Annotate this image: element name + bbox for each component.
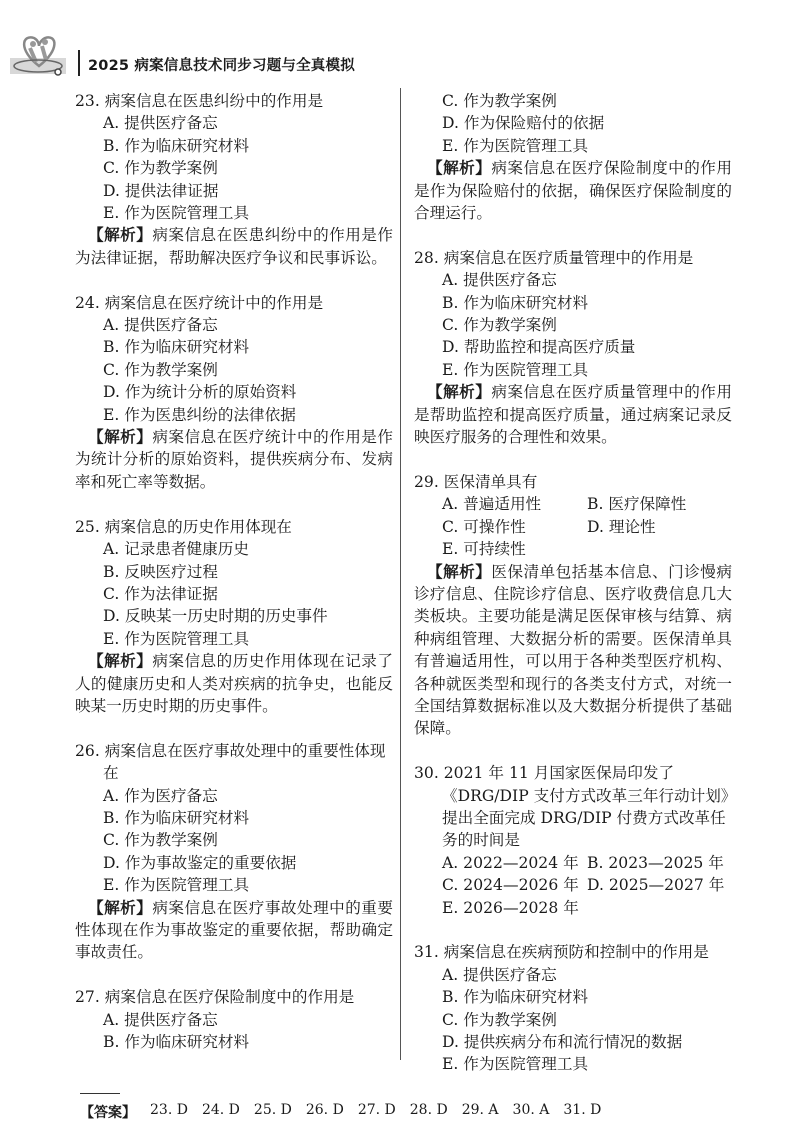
- question-stem: 24. 病案信息在医疗统计中的作用是: [75, 293, 324, 312]
- question-block: [75, 292, 393, 494]
- option: E. 作为医院管理工具: [442, 360, 589, 379]
- question-block: [414, 90, 732, 224]
- option: A. 提供医疗备忘: [442, 271, 557, 290]
- analysis-label: 【解析】: [88, 652, 153, 671]
- option: C. 作为教学案例: [103, 831, 218, 850]
- question-stem: 27. 病案信息在医疗保险制度中的作用是: [75, 988, 355, 1007]
- option: C. 作为法律证据: [103, 584, 218, 603]
- analysis-text: 病案信息在医疗统计中的作用是作为统计分析的原始资料，提供疾病分布、发病率和死亡率等数据。: [75, 428, 393, 491]
- answer-item: 29. A: [461, 1102, 499, 1118]
- column-divider: [400, 88, 401, 1060]
- answer-item: 23. D: [150, 1102, 188, 1118]
- option: C. 作为教学案例: [442, 316, 557, 335]
- option: E. 作为医院管理工具: [442, 136, 589, 155]
- answer-item: 25. D: [253, 1102, 292, 1118]
- option-list: [414, 852, 732, 919]
- analysis-text: 医保清单包括基本信息、门诊慢病诊疗信息、住院诊疗信息、医疗收费信息几大类板块。主要功能是满足医保审核与结算、病种病组管理、大数据分析的需要。医保清单具有普遍适用性，可以用于各种类型医疗机构、各种就医类型和现行的各类支付方式，对统一全国结算数据标准以及大数据分析提供了基础保障。: [414, 562, 732, 738]
- answer-item: 30. A: [512, 1102, 550, 1118]
- option: E. 作为医患纠纷的法律依据: [103, 405, 296, 424]
- option: A. 普遍适用性: [442, 495, 542, 514]
- question-block: [414, 247, 732, 449]
- option: B. 反映医疗过程: [103, 562, 218, 581]
- analysis-text: 病案信息在医疗质量管理中的作用是帮助监控和提高医疗质量，通过病案记录反映医疗服务的合理性和效果。: [414, 383, 732, 447]
- option: E. 2026—2028 年: [442, 898, 579, 917]
- question-block: [414, 762, 732, 919]
- option: D. 提供法律证据: [103, 181, 219, 200]
- book-logo-icon: [8, 28, 70, 78]
- question-stem: 25. 病案信息的历史作用体现在: [75, 517, 292, 536]
- answer-item: 28. D: [409, 1102, 448, 1118]
- question-block: [414, 941, 732, 1075]
- option: E. 作为医院管理工具: [103, 876, 250, 895]
- answer-key: [80, 1102, 601, 1122]
- question-stem: 28. 病案信息在医疗质量管理中的作用是: [414, 248, 694, 267]
- analysis-text: 病案信息的历史作用体现在记录了人的健康历史和人类对疾病的抗争史，也能反映某一历史时期的历史事件。: [75, 652, 393, 715]
- question-stem: 23. 病案信息在医患纠纷中的作用是: [75, 92, 324, 110]
- option: D. 作为事故鉴定的重要依据: [103, 853, 297, 872]
- answer-item: 31. D: [563, 1102, 602, 1118]
- analysis: [414, 561, 732, 740]
- question-block: [75, 90, 393, 269]
- question-stem: 30. 2021 年 11 月国家医保局印发了《DRG/DIP 支付方式改革三年行动计划》提出全面完成 DRG/DIP 付费方式改革任务的时间是: [414, 764, 729, 850]
- option: B. 作为临床研究材料: [442, 293, 589, 312]
- option: E. 作为医院管理工具: [103, 629, 250, 648]
- analysis-label: 【解析】: [88, 226, 153, 245]
- option: A. 2022—2024 年: [442, 853, 579, 872]
- option: C. 作为教学案例: [103, 159, 218, 178]
- option: D. 理论性: [587, 517, 656, 536]
- option: B. 2023—2025 年: [587, 853, 724, 872]
- analysis: [75, 897, 393, 964]
- option: A. 提供医疗备忘: [103, 1010, 218, 1029]
- option: D. 作为保险赔付的依据: [442, 114, 605, 133]
- answer-item: 26. D: [305, 1102, 344, 1118]
- analysis: [75, 650, 393, 717]
- answer-item: 27. D: [357, 1102, 396, 1118]
- right-column: [414, 90, 732, 1098]
- option: D. 提供疾病分布和流行情况的数据: [442, 1033, 683, 1051]
- analysis-text: 病案信息在医疗事故处理中的重要性体现在作为事故鉴定的重要依据，帮助确定事故责任。: [75, 898, 393, 962]
- option: C. 作为教学案例: [442, 92, 557, 110]
- option: B. 作为临床研究材料: [103, 1033, 250, 1051]
- option: A. 提供医疗备忘: [442, 965, 557, 984]
- analysis-label: 【解析】: [427, 562, 492, 581]
- option: A. 提供医疗备忘: [103, 316, 218, 335]
- option: E. 作为医院管理工具: [442, 1055, 589, 1074]
- analysis-label: 【解析】: [88, 428, 153, 447]
- analysis: [414, 381, 732, 448]
- option: B. 作为临床研究材料: [103, 808, 250, 827]
- option: E. 作为医院管理工具: [103, 204, 250, 223]
- option-list: [414, 493, 732, 560]
- question-block: [414, 471, 732, 740]
- analysis-label: 【解析】: [427, 159, 492, 178]
- answer-label: 【答案】: [80, 1105, 136, 1121]
- book-title: 2025 病案信息技术同步习题与全真模拟: [88, 58, 355, 74]
- header-divider: [78, 50, 80, 76]
- option: B. 医疗保障性: [587, 495, 687, 514]
- question-stem: 29. 医保清单具有: [414, 472, 538, 491]
- option: C. 作为教学案例: [103, 360, 218, 379]
- option: B. 作为临床研究材料: [103, 338, 250, 357]
- question-block: [75, 516, 393, 718]
- analysis: [75, 426, 393, 493]
- option: D. 反映某一历史时期的历史事件: [103, 607, 328, 626]
- left-column: [75, 90, 393, 1076]
- analysis-text: 病案信息在医患纠纷中的作用是作为法律证据，帮助解决医疗争议和民事诉讼。: [75, 226, 393, 267]
- option: E. 可持续性: [442, 540, 526, 559]
- question-block: [75, 740, 393, 964]
- option: B. 作为临床研究材料: [103, 136, 250, 155]
- analysis: [75, 224, 393, 269]
- option: D. 作为统计分析的原始资料: [103, 383, 297, 402]
- analysis-text: 病案信息在医疗保险制度中的作用是作为保险赔付的依据，确保医疗保险制度的合理运行。: [414, 159, 732, 223]
- page-header: [8, 28, 408, 78]
- question-block: [75, 986, 393, 1053]
- option: D. 2025—2027 年: [587, 876, 725, 895]
- option: A. 作为医疗备忘: [103, 786, 218, 805]
- option: C. 作为教学案例: [442, 1010, 557, 1029]
- option: A. 记录患者健康历史: [103, 540, 249, 559]
- footer-rule: [80, 1093, 120, 1094]
- option: C. 2024—2026 年: [442, 876, 579, 895]
- answer-item: 24. D: [201, 1102, 240, 1118]
- analysis-label: 【解析】: [427, 383, 492, 402]
- analysis-label: 【解析】: [88, 898, 153, 917]
- question-stem: 26. 病案信息在医疗事故处理中的重要性体现在: [75, 741, 386, 783]
- option: D. 帮助监控和提高医疗质量: [442, 338, 636, 357]
- question-stem: 31. 病案信息在疾病预防和控制中的作用是: [414, 943, 709, 962]
- analysis: [414, 157, 732, 224]
- option: A. 提供医疗备忘: [103, 114, 218, 133]
- option: C. 可操作性: [442, 517, 526, 536]
- option: B. 作为临床研究材料: [442, 988, 589, 1007]
